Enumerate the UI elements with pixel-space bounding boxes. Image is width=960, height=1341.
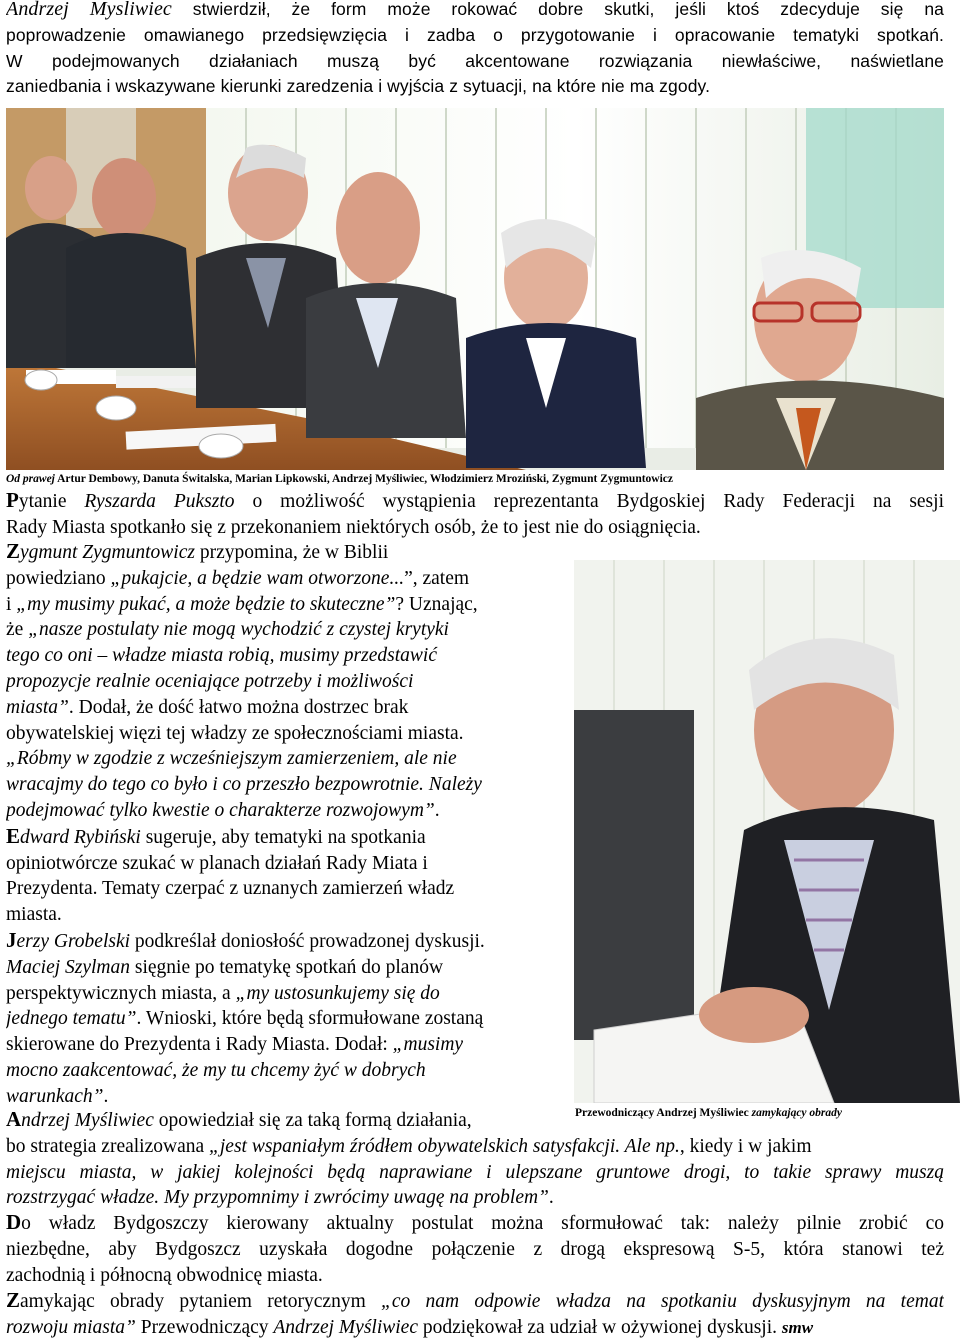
paragraph-do-wladz: Do władz Bydgoszczy kierowany aktualny postulat można sformułować tak: należy pilnie zrobić co niezbędne, aby Bydgoszcz uzyskała dogodne połączenie z drogą ekspresową S-5, która stanowi też zachodnią i północną obwodnicę miasta. — [6, 1210, 944, 1286]
chairman-photo-illustration — [574, 560, 960, 1103]
intro-line: poprowadzenie omawianego przedsięwzięcia i zadba o przygotowanie i opracowanie tematyki spotkań. — [6, 24, 944, 45]
paragraph-zamykajac: Zamykając obrady pytaniem retorycznym „co nam odpowie władza na spotkaniu dyskusyjnym na temat rozwoju miasta” Przewodniczący Andrzej Myśliwiec podziękował za udział w ożywionej dyskusji. smw — [6, 1288, 944, 1338]
chairman-photo — [574, 560, 960, 1103]
intro-line: zaniedbania i wskazywane kierunki zaredzenia i wyjścia z sytuacji, na które nie ma zgody. — [6, 76, 711, 97]
person-name: Ryszarda Pukszto — [84, 491, 235, 512]
author-signature: smw — [781, 1317, 814, 1337]
photo-caption: Przewodniczący Andrzej Myśliwiec zamykający obrady — [575, 1107, 842, 1119]
intro-line: Andrzej Mysliwiec stwierdził, że form może rokować dobre skutki, jeśli ktoś zdecyduje się na — [6, 0, 944, 20]
person-name: Maciej Szylman — [6, 956, 131, 978]
paragraph-maciej: Maciej Szylman sięgnie po tematykę spotkań do planów perspektywicznych miasta, a „my ustosunkujemy się do jednego tematu”. Wnioski, które będą sformułowane zostaną skierowane do Prezydenta i Rady Miasta. Dodał: „musimy mocno zaakcentować, że my tu chcemy żyć w dobrych warunkach”. — [6, 956, 484, 1107]
person-name: Andrzej Myśliwiec — [273, 1316, 418, 1338]
intro-line: W podejmowanych działaniach muszą być akcentowane rozwiązania niewłaściwe, naświetlane — [6, 50, 944, 71]
group-photo-illustration — [6, 108, 944, 470]
paragraph-jerzy: Jerzy Grobelski podkreślał doniosłość prowadzonej dyskusji. — [6, 927, 485, 952]
group-photo — [6, 108, 944, 470]
person-name: erzy Grobelski — [16, 930, 131, 952]
person-name: ygmunt Zygmuntowicz — [20, 542, 195, 563]
left-column — [6, 539, 566, 1110]
person-name: dward Rybiński — [20, 826, 141, 848]
paragraph-pytanie: Pytanie Ryszarda Pukszto o możliwość wystąpienia reprezentanta Bydgoskiej Rady Federacji na sesji Rady Miasta spotkanło się z przekonaniem niektórych osób, że to jest nie do osiągnięcia. — [6, 488, 944, 538]
intro-paragraph — [6, 0, 944, 100]
photo-caption: Od prawej Artur Dembowy, Danuta Świtalska, Marian Lipkowski, Andrzej Myśliwiec, Włodzimierz Mroziński, Zygmunt Zygmuntowicz — [6, 473, 674, 485]
person-name: ndrzej Myśliwiec — [21, 1110, 154, 1131]
paragraph-edward: Edward Rybiński sugeruje, aby tematyki na spotkania opiniotwórcze szukać w planach działań Rady Miata i Prezydenta. Tematy czerpać z uznanych zamierzeń władz miasta. — [6, 823, 455, 926]
paragraph-andrzej: Andrzej Myśliwiec opowiedział się za taką formą działania, bo strategia zrealizowana „jest wspaniałym źródłem obywatelskich satysfakcji. Ale np., kiedy i w jakim miejscu miasta, w jakiej kolejności będą naprawiane i ulepszane gruntowe drogi, to takie sprawy muszą rozstrzygać władze. My przypomnimy i zwrócimy uwagę na problem”. — [6, 1107, 944, 1209]
paragraph-zygmunt: Zygmunt Zygmuntowicz przypomina, że w Biblii powiedziano „pukajcie, a będzie wam otworzone...”, zatem i „my musimy pukać, a może będzie to skuteczne”? Uznając, że „nasze postulaty nie mogą wychodzić z czystej krytyki tego co oni – władze miasta robią, musimy przedstawić propozycje realnie oceniające potrzeby i możliwości miasta”. Dodał, że dość łatwo można dostrzec brak obywatelskiej więzi tej władzy ze społecznościami miasta. „Róbmy w zgodzie z wcześniejszym zamierzeniem, ale nie wracajmy do tego co było i co przeszło bezpowrotnie. Należy podejmować tylko kwestie o charakterze rozwojowym”. — [6, 539, 482, 821]
person-name: Andrzej Mysliwiec — [6, 0, 172, 20]
